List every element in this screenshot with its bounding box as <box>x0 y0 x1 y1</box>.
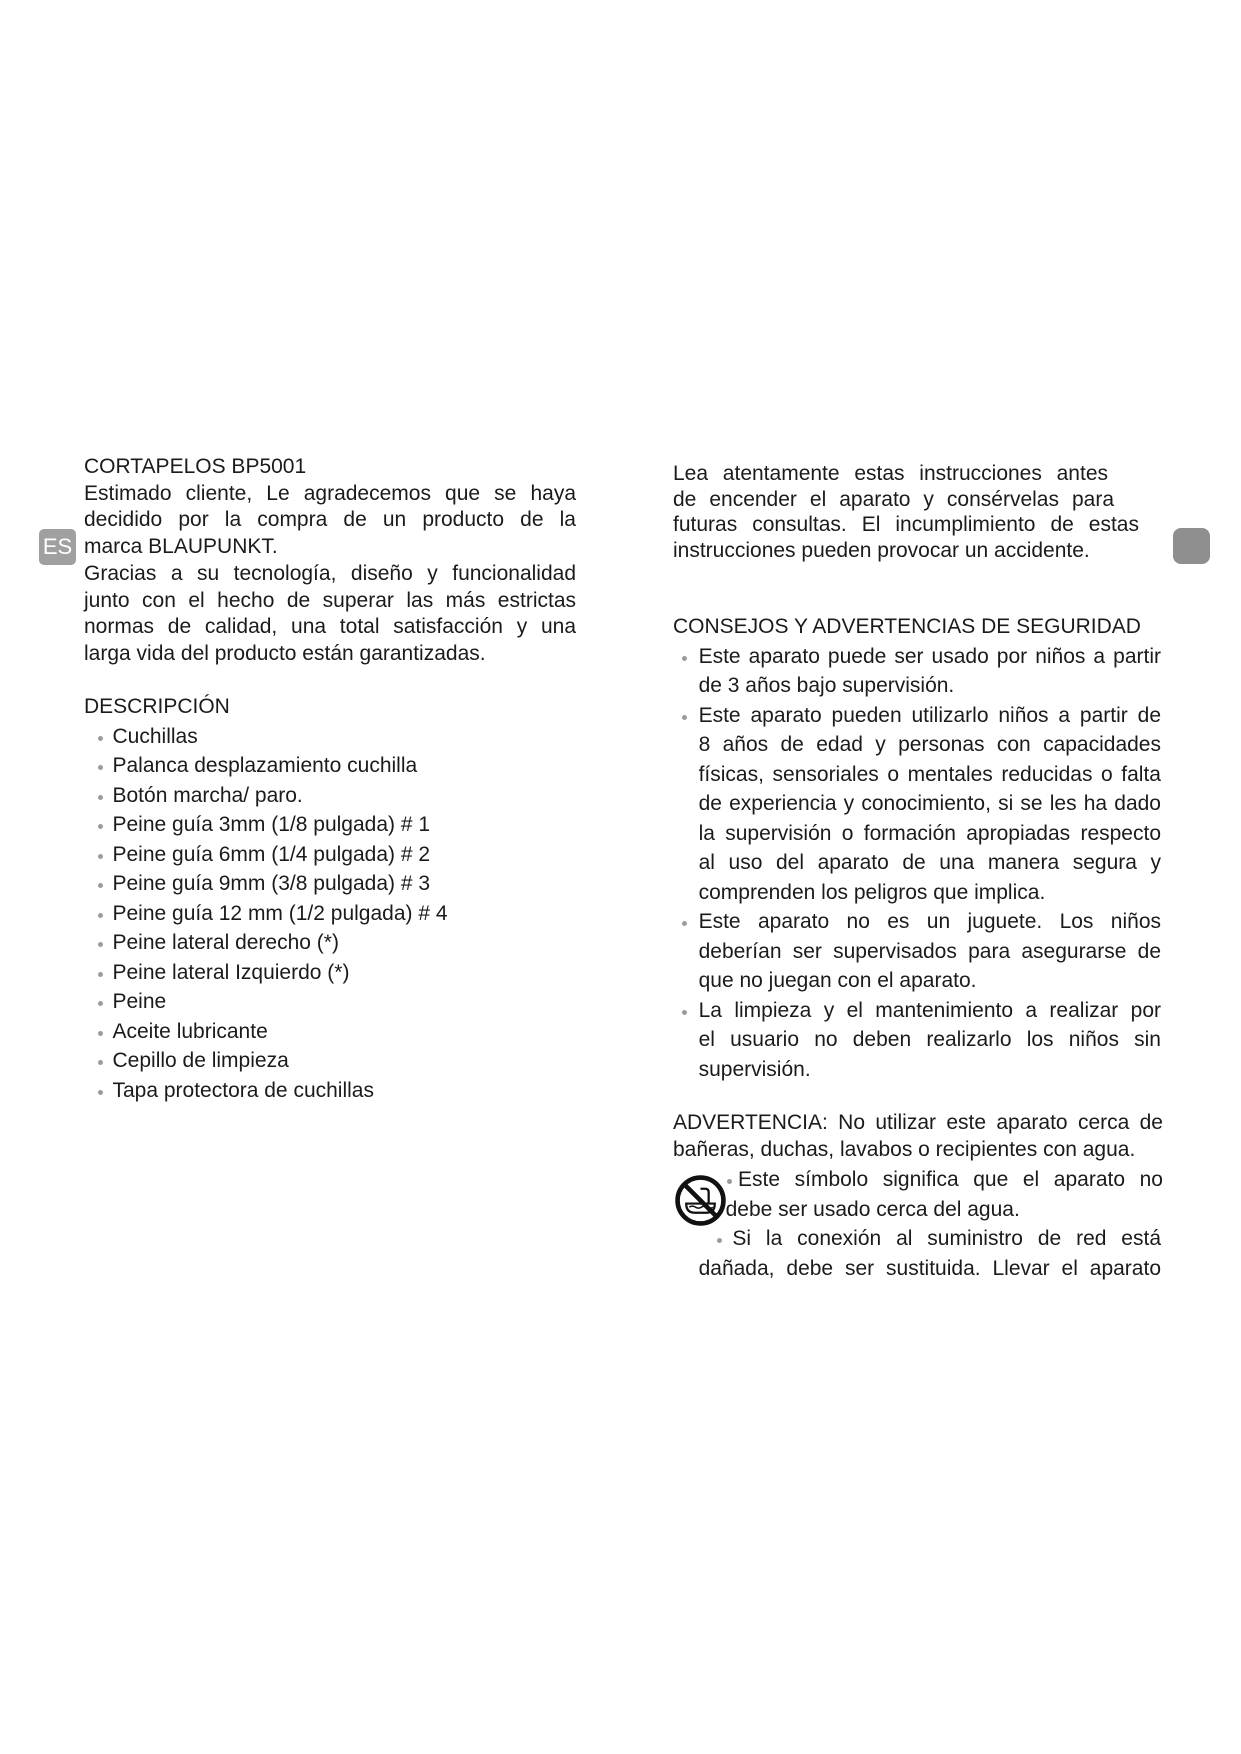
bullet-icon <box>98 824 103 829</box>
power-note-row <box>673 1254 1163 1284</box>
safety-item-line: de 3 años bajo supervisión. <box>698 674 955 697</box>
warning-line: bañeras, duchas, lavabos o recipientes con agua. <box>673 1138 1136 1161</box>
quality-line: normas de calidad, una total satisfacción y una <box>84 615 576 639</box>
description-item-text: Aceite lubricante <box>112 1019 268 1043</box>
description-heading: DESCRIPCIÓN <box>84 695 230 718</box>
warning-line: ADVERTENCIA: No utilizar este aparato cerca de <box>673 1111 1163 1134</box>
reading-notice-line: futuras consultas. El incumplimiento de estas <box>673 513 1139 536</box>
safety-item-line: comprenden los peligros que implica. <box>698 880 1046 904</box>
water-warning <box>673 1109 1163 1163</box>
bullet-icon <box>98 913 103 918</box>
bullet-icon <box>98 1031 103 1036</box>
product-title: CORTAPELOS BP5001 <box>84 455 307 478</box>
description-item-text: Peine guía 3mm (1/8 pulgada) # 1 <box>112 813 431 836</box>
bullet-icon <box>98 1060 103 1065</box>
language-tab-label: ES <box>42 534 73 559</box>
safety-item-line: Este aparato pueden utilizarlo niños a partir de <box>698 703 1161 727</box>
description-item <box>84 958 576 988</box>
safety-item-line: que no juegan con el aparato. <box>698 969 977 992</box>
power-note-row <box>673 1224 1163 1254</box>
description-item <box>84 899 576 929</box>
reading-notice-line: Lea atentamente estas instrucciones antes <box>673 462 1108 485</box>
description-item <box>84 722 576 752</box>
bullet-icon <box>98 1001 103 1006</box>
quality-line: Gracias a su tecnología, diseño y funcionalidad <box>84 561 576 585</box>
description-item <box>84 928 576 958</box>
bullet-icon <box>98 972 103 977</box>
safety-item-line: La limpieza y el mantenimiento a realizar por <box>698 998 1161 1022</box>
description-section <box>84 692 576 1105</box>
description-item-text: Peine guía 6mm (1/4 pulgada) # 2 <box>112 842 431 866</box>
description-item-text: Palanca desplazamiento cuchilla <box>112 754 418 777</box>
description-item <box>84 1076 576 1106</box>
description-item-text: Cepillo de limpieza <box>112 1049 289 1072</box>
reading-notice-line: de encender el aparato y consérvelas para <box>673 487 1114 511</box>
description-item-text: Cuchillas <box>112 724 198 748</box>
safety-heading: CONSEJOS Y ADVERTENCIAS DE SEGURIDAD <box>673 615 1141 638</box>
safety-item-line: el usuario no deben realizarlo los niños sin <box>698 1028 1161 1051</box>
symbol-notes <box>673 1165 1163 1283</box>
bullet-icon <box>98 795 103 800</box>
description-item-text: Peine <box>112 990 167 1013</box>
welcome-line: decidido por la compra de un producto de la <box>84 508 576 532</box>
language-tab <box>39 529 76 565</box>
reading-notice <box>673 461 1139 563</box>
safety-item-line: Este aparato no es un juguete. Los niños <box>698 910 1161 933</box>
quality-line: larga vida del producto están garantizadas. <box>84 641 486 665</box>
description-item <box>84 781 576 811</box>
safety-item <box>673 701 1161 908</box>
symbol-note-row <box>673 1195 1163 1225</box>
symbol-note-line: Este símbolo significa que el aparato no <box>738 1168 1163 1191</box>
safety-item-line: físicas, sensoriales o mentales reducidas o falta <box>698 762 1161 786</box>
symbol-note-row <box>673 1165 1163 1195</box>
safety-item <box>673 996 1161 1085</box>
description-item-text: Peine guía 9mm (3/8 pulgada) # 3 <box>112 872 431 895</box>
description-item <box>84 869 576 899</box>
bullet-icon <box>98 942 103 947</box>
bullet-icon <box>98 736 103 741</box>
bullet-icon <box>727 1179 732 1184</box>
bullet-icon <box>98 765 103 770</box>
description-item-text: Peine guía 12 mm (1/2 pulgada) # 4 <box>112 901 448 925</box>
description-item <box>84 1046 576 1076</box>
quality-line: junto con el hecho de superar las más estrictas <box>84 588 576 612</box>
bullet-icon <box>717 1238 722 1243</box>
safety-section <box>673 612 1161 1084</box>
description-item-text: Botón marcha/ paro. <box>112 783 303 807</box>
bullet-icon <box>98 854 103 859</box>
bullet-icon <box>682 1010 687 1015</box>
power-note-line: Si la conexión al suministro de red está <box>732 1227 1161 1251</box>
intro-section <box>84 454 576 668</box>
safety-item-line: deberían ser supervisados para asegurarse de <box>698 939 1161 963</box>
description-item <box>84 840 576 870</box>
welcome-line: marca BLAUPUNKT. <box>84 535 278 559</box>
description-item-text: Tapa protectora de cuchillas <box>112 1078 374 1102</box>
welcome-line: Estimado cliente, Le agradecemos que se haya <box>84 481 576 505</box>
bullet-icon <box>682 715 687 720</box>
description-item <box>84 810 576 840</box>
safety-item-line: 8 años de edad y personas con capacidades <box>698 733 1161 756</box>
bullet-icon <box>682 656 687 661</box>
safety-item-line: al uso del aparato de una manera segura y <box>698 851 1161 874</box>
description-item-text: Peine lateral derecho (*) <box>112 931 339 954</box>
description-item <box>84 1017 576 1047</box>
symbol-note-line: debe ser usado cerca del agua. <box>725 1197 1020 1221</box>
safety-item <box>673 642 1161 701</box>
side-tab <box>1173 528 1210 564</box>
reading-notice-line: instrucciones pueden provocar un accidente. <box>673 538 1090 562</box>
description-item <box>84 987 576 1017</box>
safety-item-line: la supervisión o formación apropiadas respecto <box>698 821 1161 845</box>
safety-item-line: de experiencia y conocimiento, si se les ha dado <box>698 792 1161 815</box>
description-item <box>84 751 576 781</box>
bullet-icon <box>98 883 103 888</box>
safety-item <box>673 907 1161 996</box>
description-item-text: Peine lateral Izquierdo (*) <box>112 960 350 984</box>
safety-item-line: Este aparato puede ser usado por niños a partir <box>698 644 1161 668</box>
power-note-line: dañada, debe ser sustituida. Llevar el aparato <box>698 1256 1161 1280</box>
bullet-icon <box>682 921 687 926</box>
safety-item-line: supervisión. <box>698 1057 811 1081</box>
bullet-icon <box>98 1090 103 1095</box>
